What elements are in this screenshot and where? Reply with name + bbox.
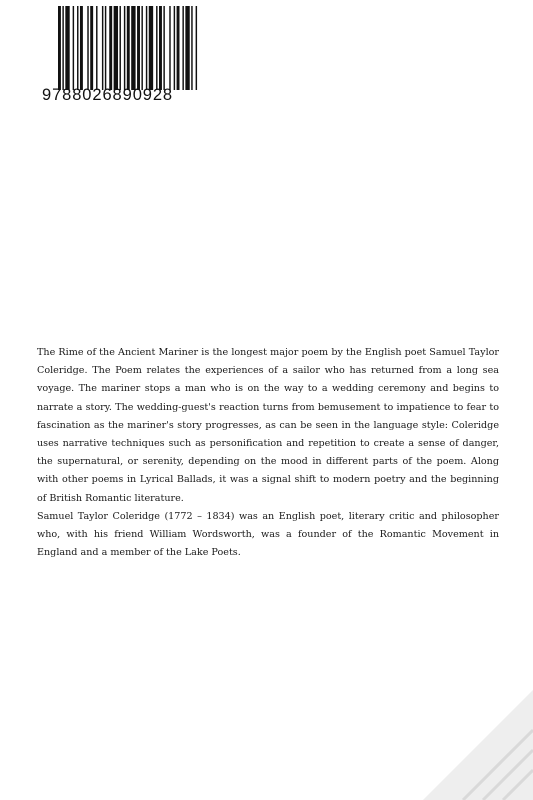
barcode-bars xyxy=(58,6,200,90)
isbn-number: 9788026890928 xyxy=(42,86,173,104)
corner-watermark-icon xyxy=(423,690,533,800)
description-paragraph: The Rime of the Ancient Mariner is the longest major poem by the English poet Samuel Taylor Coleridge. The Poem relates the experiences of a sailor who has returned from a long sea voyage. The mariner stops a man who is on the way to a wedding ceremony and begins to narrate a story. The wedding-guest's reaction turns from bemusement to impatience to fear to fascination as the mariner's story progresses, as can be seen in the language style: Coleridge uses narrative techniques such as personification and repetition to create a sense of danger, the supernatural, or serenity, depending on the mood in different parts of the poem. Along with other poems in Lyrical Ballads, it was a signal shift to modern poetry and the beginning of British Romantic literature. xyxy=(37,347,499,504)
isbn-barcode xyxy=(40,6,200,116)
description-paragraph: Samuel Taylor Coleridge (1772 – 1834) was an English poet, literary critic and philosopher who, with his friend William Wordsworth, was a founder of the Romantic Movement in England and a member of the Lake Poets. xyxy=(37,510,499,559)
back-cover-description xyxy=(37,344,499,562)
